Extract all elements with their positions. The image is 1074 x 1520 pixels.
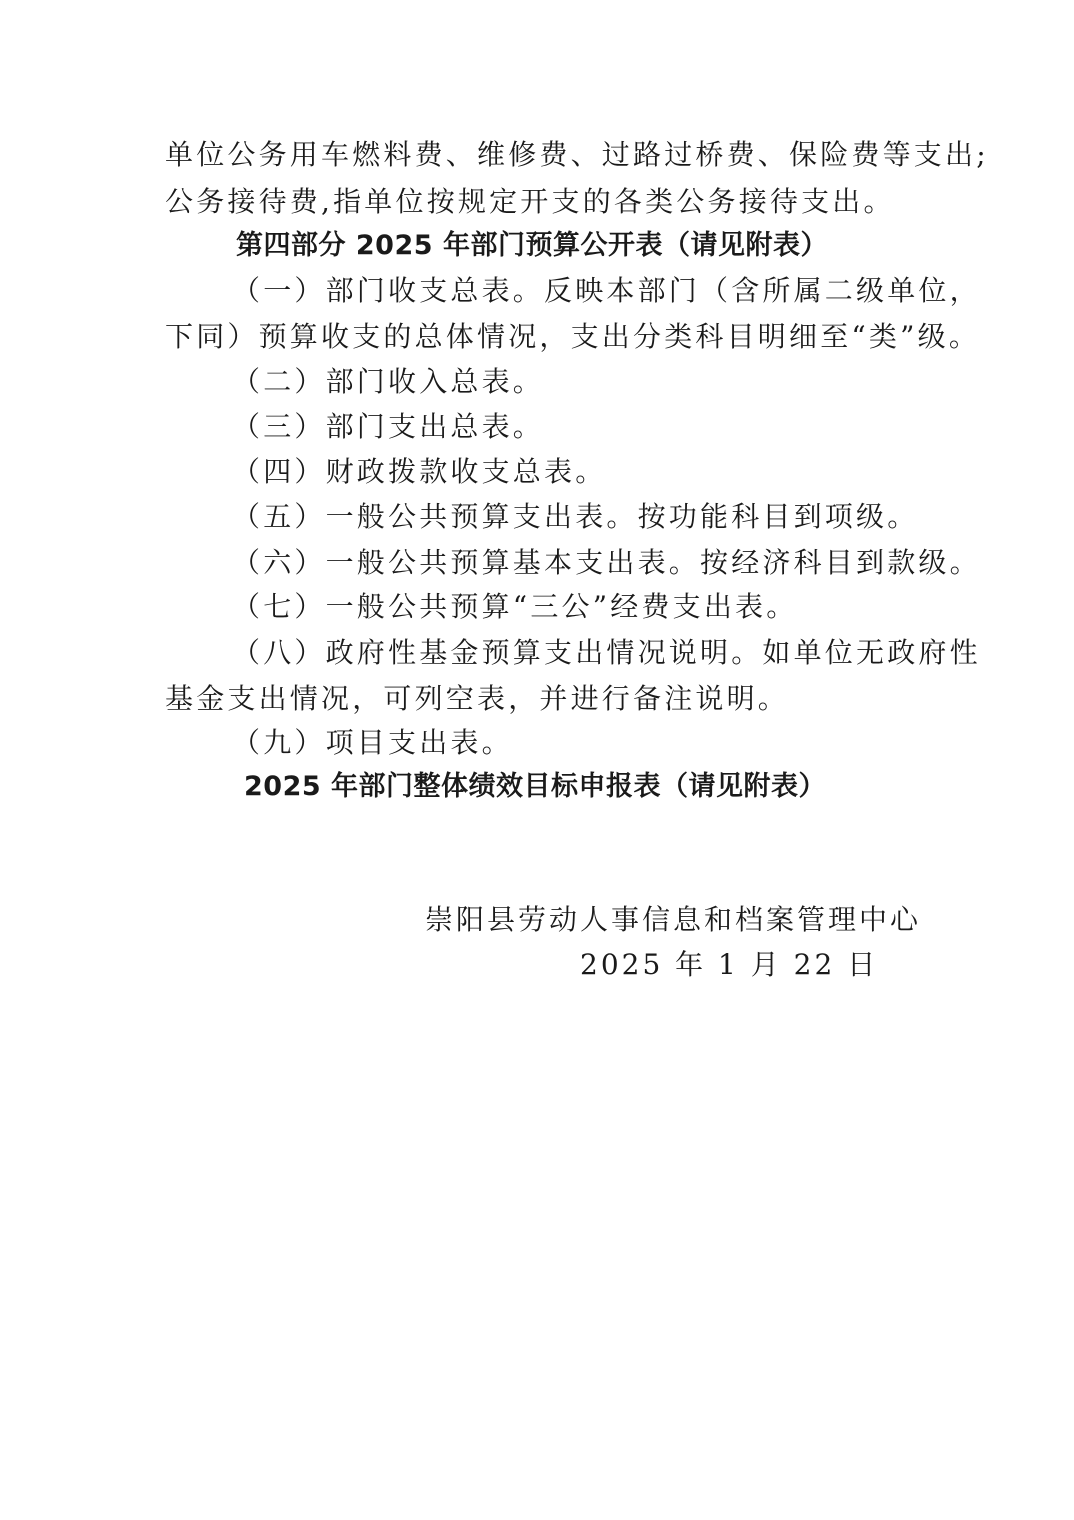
list-item-4: （四）财政拨款收支总表。 <box>232 455 607 488</box>
list-item-8: （八）政府性基金预算支出情况说明。如单位无政府性 <box>232 636 981 669</box>
section-heading-part4: 第四部分 2025 年部门预算公开表（请见附表） <box>236 230 828 261</box>
section-heading-performance: 2025 年部门整体绩效目标申报表（请见附表） <box>244 771 827 802</box>
list-item-9: （九）项目支出表。 <box>232 726 513 759</box>
list-item-5: （五）一般公共预算支出表。按功能科目到项级。 <box>232 500 919 533</box>
list-item-2: （二）部门收入总表。 <box>232 365 545 398</box>
signature-organization: 崇阳县劳动人事信息和档案管理中心 <box>425 903 922 936</box>
list-item-6: （六）一般公共预算基本支出表。按经济科目到款级。 <box>232 546 981 579</box>
list-item-7: （七）一般公共预算“三公”经费支出表。 <box>232 590 798 623</box>
list-item-1: （一）部门收支总表。反映本部门（含所属二级单位， <box>232 274 981 307</box>
list-item-1-continued: 下同）预算收支的总体情况，支出分类科目明细至“类”级。 <box>165 320 981 353</box>
signature-date: 2025 年 1 月 22 日 <box>580 948 879 981</box>
list-item-8-continued: 基金支出情况，可列空表，并进行备注说明。 <box>165 682 790 715</box>
list-item-3: （三）部门支出总表。 <box>232 410 545 443</box>
paragraph-line: 公务接待费,指单位按规定开支的各类公务接待支出。 <box>165 185 895 218</box>
paragraph-line: 单位公务用车燃料费、维修费、过路过桥费、保险费等支出; <box>165 138 989 171</box>
